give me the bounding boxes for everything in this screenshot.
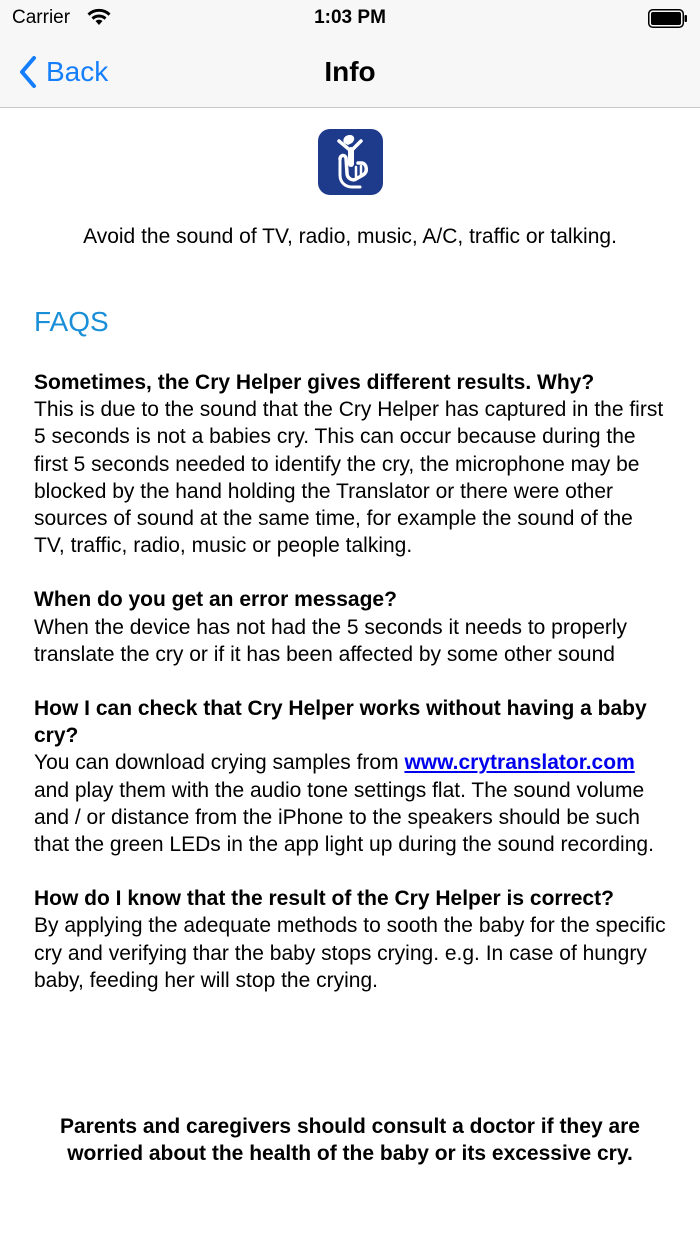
- info-content[interactable]: [0, 109, 700, 1244]
- faq-answer-text: and play them with the audio tone settings flat. The sound volume and / or distance from the iPhone to the speakers should be such that the green LEDs in the app light up during the sound recording.: [34, 778, 654, 857]
- status-bar: [0, 0, 700, 36]
- faq-answer: When the device has not had the 5 seconds it needs to properly translate the cry or if it has been affected by some other sound: [34, 615, 628, 666]
- faq-question: Sometimes, the Cry Helper gives different results. Why?: [34, 371, 595, 394]
- faq-item: [34, 369, 669, 559]
- faq-answer: [34, 749, 669, 858]
- faq-list: [34, 369, 669, 1021]
- faq-item: [34, 695, 669, 858]
- navigation-bar: [0, 36, 700, 108]
- battery-icon: [648, 9, 688, 28]
- faq-question: How do I know that the result of the Cry Helper is correct?: [34, 887, 614, 911]
- avoid-sound-tip: Avoid the sound of TV, radio, music, A/C, traffic or talking.: [83, 225, 617, 248]
- back-label: Back: [46, 56, 109, 87]
- shush-finger-icon: [318, 129, 383, 195]
- faq-question: When do you get an error message?: [34, 588, 397, 612]
- faq-answer: This is due to the sound that the Cry Helper has captured in the first 5 seconds is not a babies cry. This can occur because during the first 5 seconds needed to identify the cry, the microphone may be blocked by the hand holding the Translator or there were other sources of sound at the same time, for example the sound of the TV, traffic, radio, music or people talking.: [34, 398, 664, 558]
- status-time: 1:03 PM: [314, 7, 386, 28]
- faq-question: How I can check that Cry Helper works without having a baby cry?: [34, 697, 647, 748]
- doctor-disclaimer: Parents and caregivers should consult a doctor if they are worried about the health of the baby or its excessive cry.: [59, 1115, 640, 1166]
- faq-answer-text: You can download crying samples from: [34, 751, 405, 775]
- faq-answer: By applying the adequate methods to sooth the baby for the specific cry and verifying thar the baby stops crying. e.g. In case of hungry baby, feeding her will stop the crying.: [34, 914, 666, 992]
- carrier-label: Carrier: [12, 7, 71, 28]
- faq-item: [34, 885, 669, 994]
- faq-item: [34, 586, 669, 668]
- crytranslator-link[interactable]: www.crytranslator.com: [404, 751, 635, 775]
- faqs-heading: FAQS: [34, 306, 109, 337]
- page-title: Info: [324, 56, 376, 87]
